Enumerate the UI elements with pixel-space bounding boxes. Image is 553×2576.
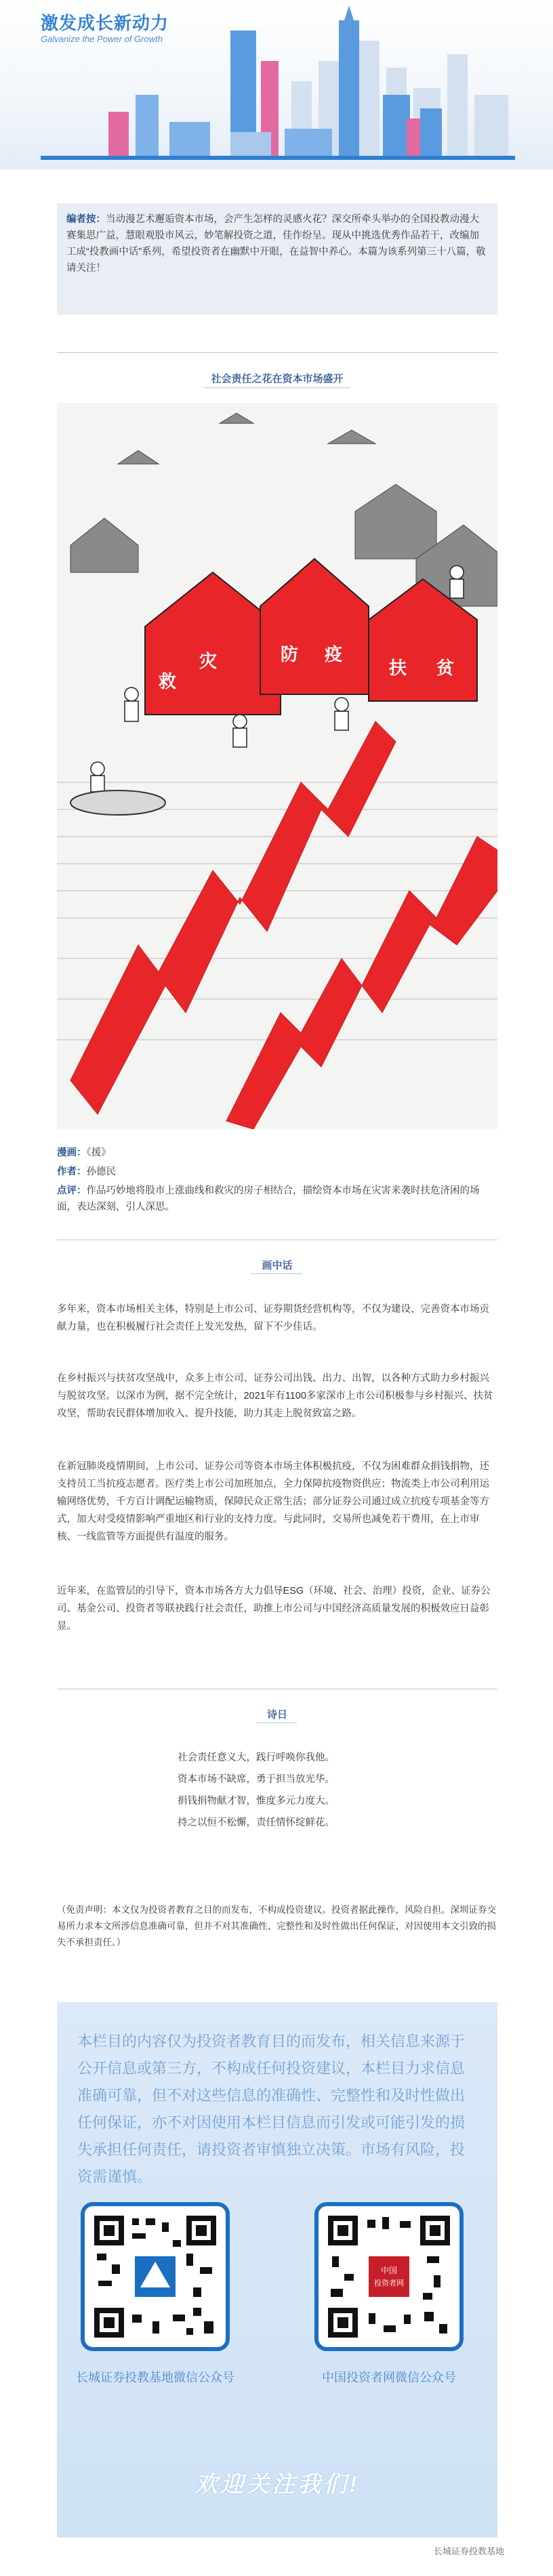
qr-right-logo-line2: 投资者网: [374, 2279, 404, 2287]
paragraph: 在乡村振兴与扶贫攻坚战中，众多上市公司、证券公司出钱、出力、出智，以各种方式助力乡村振兴与脱贫攻坚。以深市为例，据不完全统计，2021年有1100多家深市上市公司积极参与乡村振兴、扶贫攻坚，帮助农民群体增加收入、提升技能，助力其走上脱贫致富之路。: [57, 1373, 493, 1419]
footer-panel: [57, 2002, 497, 2537]
qr-code-right[interactable]: [314, 2202, 464, 2351]
poem-line: 资本市场不缺席，勇于担当放光华。: [178, 1774, 335, 1785]
author-value: 孙德民: [86, 1166, 116, 1177]
banner-subtitle: Galvanize the Power of Growth: [41, 34, 163, 44]
comic-title-line: [57, 1145, 497, 1161]
author-label: 作者：: [57, 1166, 87, 1177]
qr-right-logo-line1: 中国: [380, 2266, 398, 2275]
label-yi: 疫: [325, 645, 343, 665]
disclaimer: （免责声明：本文仅为投资者教育之目的而发布，不构成投资建议。投资者据此操作，风险自担。深圳证券交易所力求本文所涉信息准确可靠，但并不对其准确性、完整性和及时性做出任何保证，对因使用本文引致的损失不承担责任。）: [57, 1905, 496, 1947]
label-jiu: 救: [159, 672, 177, 692]
header-banner: [0, 0, 553, 169]
comment-line: [57, 1183, 497, 1215]
poem-line: 捐钱捐物献才智，惟度多元力度大。: [178, 1796, 335, 1807]
cartoon-drawing: [57, 403, 497, 1129]
footer-notice: 本栏目的内容仅为投资者教育目的而发布，相关信息来源于公开信息或第三方，不构成任何投资建议，本栏目力求信息准确可靠，但不对这些信息的准确性、完整性和及时性做出任何保证，亦不对因使用本栏目信息而引发或可能引发的损失承担任何责任，请投资者审慎独立决策。市场有风险，投资需谨慎。: [77, 2033, 466, 2185]
welcome-banner: 欢迎关注我们!: [194, 2472, 360, 2497]
paragraph: 近年来，在监管层的引导下，资本市场各方大力倡导ESG（环境、社会、治理）投资，企业、证券公司、基金公司、投资者等联袂践行社会责任，助推上市公司与中国经济高质量发展的积极效应日益彰显。: [57, 1586, 491, 1632]
editor-note: [57, 203, 497, 315]
section-title-responsibility: 社会责任之花在资本市场盛开: [211, 373, 344, 385]
label-fu: 扶: [389, 658, 407, 679]
author-line: [57, 1164, 497, 1180]
qr-right-caption: 中国投资者网微信公众号: [322, 2371, 456, 2384]
comment-value: 作品巧妙地将股市上涨曲线和救灾的房子相结合，描绘资本市场在灾害来袭时扶危济困的场面，表达深刻，引人深思。: [57, 1185, 480, 1212]
section-title-poem: 诗日: [266, 1709, 287, 1720]
account-watermark: 长城证券投教基地: [434, 2546, 505, 2556]
comic-value: 《援》: [86, 1147, 111, 1158]
label-zai: 灾: [199, 652, 218, 672]
qr-left-caption: 长城证券投教基地微信公众号: [76, 2371, 234, 2384]
poem-line: 持之以恒不松懈，责任情怀绽鲜花。: [178, 1817, 335, 1828]
section-title-commentary: 画中话: [262, 1260, 293, 1271]
banner-divider: [41, 156, 515, 160]
section-underline: [203, 387, 350, 388]
paragraph: 在新冠肺炎疫情期间，上市公司、证券公司等资本市场主体积极抗疫，不仅为困难群众捐钱捐物，还支持员工当抗疫志愿者。医疗类上市公司加班加点，全力保障抗疫物资供应；物流类上市公司利用运输网络优势，千方百计调配运输物质，保障民众正常生活；部分证券公司通过成立抗疫专项基金等方式，加大对受疫情影响严重地区和行业的支持力度。与此同时，交易所也减免若干费用，在上市审核、一线监管等方面提供有温度的服务。: [57, 1461, 489, 1542]
comic-label: 漫画：: [57, 1147, 87, 1158]
banner-title: 激发成长新动力: [41, 13, 169, 33]
qr-code-icon: [325, 2213, 453, 2340]
label-fang: 防: [281, 645, 299, 665]
editor-note-text: 当动漫艺术邂逅资本市场，会产生怎样的灵感火花？深交所牵头举办的全国投教动漫大赛集思广益，慧眼观股市风云，妙笔解投资之道，佳作纷呈。现从中挑选优秀作品若干，改编加工成“投教画中话”系列，希望投资者在幽默中开眼，在益智中养心。本篇为该系列第三十八篇，敬请关注！: [66, 214, 486, 274]
poem-line: 社会责任意义大，践行呼唤你我他。: [178, 1752, 335, 1763]
comment-label: 点评：: [57, 1185, 87, 1196]
editor-note-label: 编者按：: [66, 214, 106, 225]
qr-code-icon: [91, 2213, 219, 2340]
cartoon-illustration: [57, 403, 497, 1129]
section-rule: [57, 352, 497, 353]
section-underline: [251, 1273, 302, 1274]
label-pin: 贫: [436, 658, 455, 679]
paragraph: 多年来，资本市场相关主体，特别是上市公司、证券期货经营机构等，不仅为建设、完善资本市场贡献力量，也在积极履行社会责任上发光发热，留下不少佳话。: [57, 1304, 489, 1332]
qr-code-left[interactable]: [81, 2202, 230, 2351]
